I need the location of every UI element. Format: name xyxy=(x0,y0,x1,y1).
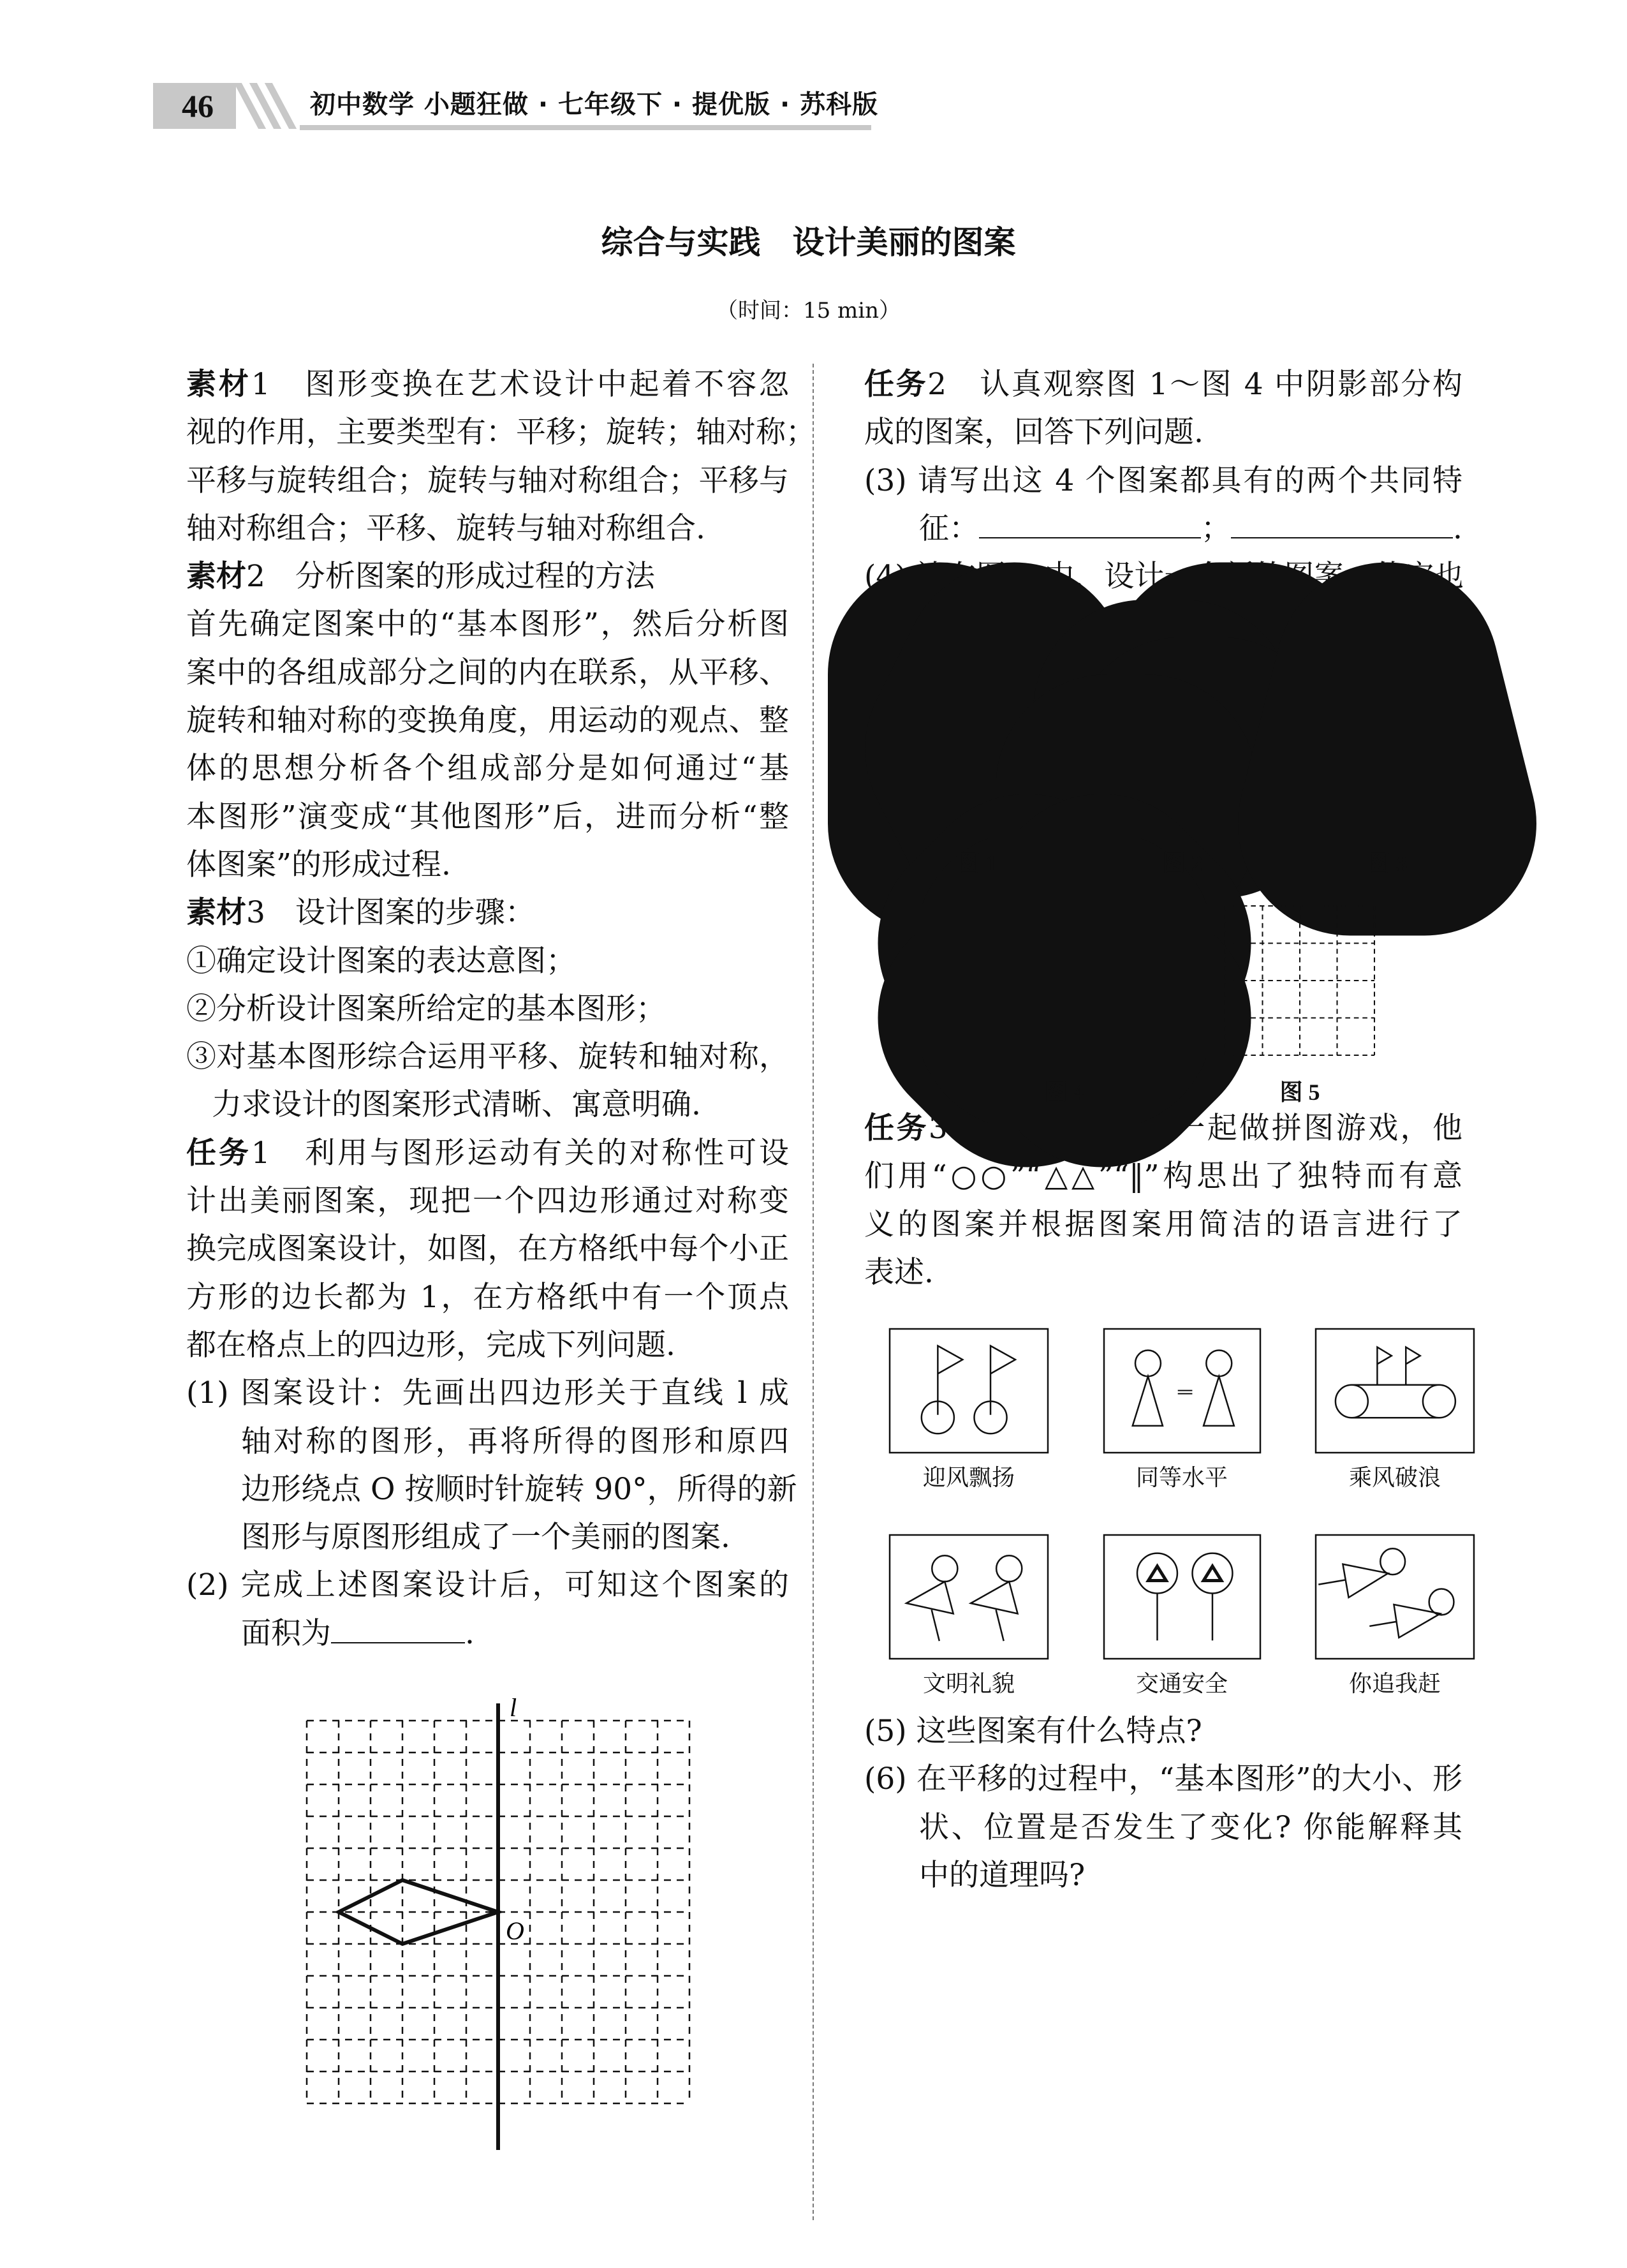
line-text: 体图案”的形成过程. xyxy=(186,847,451,882)
text-line xyxy=(186,1225,789,1273)
text-line xyxy=(186,841,789,889)
text-line xyxy=(186,1561,789,1609)
page-number: 46 xyxy=(182,88,214,124)
line-text: 方形的边长都为 1，在方格纸中有一个顶点 xyxy=(186,1279,789,1315)
line-text: 体的思想分析各个组成部分是如何通过“基 xyxy=(186,751,789,787)
icon-caption-1: 迎风飘扬 xyxy=(922,1465,1015,1491)
text-line xyxy=(186,1513,789,1561)
section-label: 任务 xyxy=(864,367,928,402)
icon-caption-6: 你追我赶 xyxy=(1348,1671,1441,1697)
separator: ； xyxy=(1201,510,1232,546)
section-number: 2 xyxy=(927,367,947,402)
equals-sign: = xyxy=(1175,1382,1195,1402)
icon-caption-5: 交通安全 xyxy=(1135,1671,1228,1697)
answer-blank xyxy=(331,1610,465,1643)
text-line xyxy=(864,1804,1462,1851)
line-text: 征： xyxy=(919,510,979,546)
text-line xyxy=(186,1418,789,1465)
column-divider xyxy=(813,364,814,2220)
dashed-grid xyxy=(1225,906,1374,1055)
line-text: 都在格点上的四边形，完成下列问题. xyxy=(186,1327,675,1363)
text-line xyxy=(186,1465,797,1513)
header-underline xyxy=(300,125,871,130)
line-text: 首先确定图案中的“基本图形”，然后分析图 xyxy=(186,607,789,642)
text-line xyxy=(864,360,1462,408)
line-text: 认真观察图 1～图 4 中阴影部分构 xyxy=(946,367,1463,402)
line-text: (1) 图案设计：先画出四边形关于直线 l 成 xyxy=(186,1375,789,1411)
text-line xyxy=(186,649,789,697)
page-title: 综合与实践 设计美丽的图案 xyxy=(601,224,1016,261)
shaded-triangle xyxy=(1350,674,1425,824)
text-line xyxy=(186,1177,789,1225)
text-line xyxy=(186,889,789,937)
text-line xyxy=(186,1273,789,1321)
line-text: 旋转和轴对称的变换角度，用运动的观点、整 xyxy=(186,703,789,739)
line-text: 表述. xyxy=(864,1254,934,1290)
icon-caption-4: 文明礼貌 xyxy=(922,1671,1015,1697)
section-label: 任务 xyxy=(186,1135,251,1171)
icon-boat xyxy=(1316,1329,1474,1453)
line-text: 边形绕点 O 按顺时针旋转 90°，所得的新 xyxy=(241,1471,797,1507)
text-line xyxy=(186,408,816,456)
text-line xyxy=(864,457,1462,505)
text-line xyxy=(186,1129,789,1177)
point-label: O xyxy=(506,1916,524,1945)
text-line xyxy=(864,408,1462,456)
figure-5-caption: 图 5 xyxy=(1279,1079,1320,1105)
text-line xyxy=(864,505,1462,552)
icon-caption-2: 同等水平 xyxy=(1135,1465,1228,1491)
time-note: （时间：15 min） xyxy=(716,298,901,323)
section-label: 素材 xyxy=(186,895,246,931)
line-text: 视的作用，主要类型有：平移；旋转；轴对称； xyxy=(186,415,816,450)
text-line xyxy=(186,1033,789,1081)
line-text: 义的图案并根据图案用简洁的语言进行了 xyxy=(864,1206,1462,1242)
figure-1-caption: 图 1 xyxy=(957,850,998,876)
section-label: 素材 xyxy=(186,367,251,402)
text-line xyxy=(186,505,789,552)
text-line xyxy=(186,985,789,1033)
bold-lines xyxy=(990,906,1139,1055)
figure-3-caption: 图 3 xyxy=(1367,850,1408,876)
line-text: 面积为 xyxy=(241,1615,331,1651)
line-text: (3) 请写出这 4 个图案都具有的两个共同特 xyxy=(864,463,1462,498)
text-line xyxy=(186,1321,789,1369)
line-text: 小宁和婷婷在一起做拼图游戏，他 xyxy=(947,1111,1463,1146)
line-text: 状、位置是否发生了变化? 你能解释其 xyxy=(919,1809,1462,1845)
line-text: (5) 这些图案有什么特点? xyxy=(864,1714,1202,1749)
section-number: 1 xyxy=(251,367,270,402)
icon-bowing-figures xyxy=(890,1535,1048,1659)
line-text: 中的道理吗? xyxy=(919,1857,1086,1893)
line-text: 分析图案的形成过程的方法 xyxy=(265,559,655,595)
line-text: (6) 在平移的过程中，“基本图形”的大小、形 xyxy=(864,1761,1462,1797)
line-text: ①确定设计图案的表达意图； xyxy=(186,943,576,979)
line-text: 计出美丽图案，现把一个四边形通过对称变 xyxy=(186,1183,789,1219)
text-line xyxy=(186,1081,789,1129)
figure-4 xyxy=(990,906,1139,1055)
left-column-text xyxy=(186,360,816,1657)
icon-traffic-signs xyxy=(1104,1535,1260,1659)
section-number: 3 xyxy=(928,1111,948,1146)
icon-equal-figures xyxy=(1104,1329,1260,1453)
icon-caption-3: 乘风破浪 xyxy=(1348,1465,1441,1491)
icon-flags-balloons xyxy=(890,1329,1048,1453)
line-text: 轴对称组合；平移、旋转与轴对称组合. xyxy=(186,510,705,546)
text-line xyxy=(186,1369,789,1417)
line-text: 成的图案，回答下列问题. xyxy=(864,415,1204,450)
section-label: 素材 xyxy=(186,559,246,595)
answer-blank xyxy=(979,505,1201,538)
line-text: (4) 请在图 5 中，设计一个新的图案，使它也 xyxy=(864,559,1464,595)
line-text: 平移与旋转组合；旋转与轴对称组合；平移与 xyxy=(186,463,789,498)
line-text: 图形变换在艺术设计中起着不容忽 xyxy=(270,367,790,402)
line-text: 们用“○○”“△△”“‖”构思出了独特而有意 xyxy=(864,1159,1462,1194)
text-line xyxy=(186,1610,789,1657)
text-line xyxy=(864,1152,1462,1200)
line-text: 设计图案的步骤： xyxy=(265,895,535,931)
line-end: . xyxy=(1453,510,1462,546)
line-text: ③对基本图形综合运用平移、旋转和轴对称， xyxy=(186,1039,789,1075)
section-label: 任务 xyxy=(864,1111,929,1146)
text-line xyxy=(186,552,789,600)
text-line xyxy=(186,937,789,985)
icon-chasing-figures xyxy=(1316,1535,1474,1659)
text-line xyxy=(186,745,789,792)
book-title: 初中数学 小题狂做 · 七年级下 · 提优版 · 苏科版 xyxy=(310,90,879,119)
line-text: 图形与原图形组成了一个美丽的图案. xyxy=(241,1520,730,1555)
line-text: 案中的各组成部分之间的内在联系，从平移、 xyxy=(186,655,789,690)
text-line xyxy=(186,697,789,745)
questions-text xyxy=(864,1707,1462,1899)
text-line xyxy=(864,1755,1462,1803)
section-number: 3 xyxy=(246,895,265,931)
line-text: 力求设计的图案形式清晰、寓意明确. xyxy=(212,1087,701,1123)
figure-2-caption: 图 2 xyxy=(1162,850,1203,876)
line-text: 轴对称的图形，再将所得的图形和原四 xyxy=(241,1423,789,1459)
text-line xyxy=(864,1201,1462,1249)
line-label: l xyxy=(510,1693,517,1722)
figure-3 xyxy=(1313,674,1462,824)
figure-4-caption: 图 4 xyxy=(1044,1079,1085,1105)
line-text: (2) 完成上述图案设计后，可知这个图案的 xyxy=(186,1568,789,1603)
line-end: . xyxy=(465,1615,475,1651)
line-text: 利用与图形运动有关的对称性可设 xyxy=(270,1135,790,1171)
text-line xyxy=(186,360,789,408)
text-line xyxy=(864,1851,1462,1899)
text-line xyxy=(864,1249,1462,1296)
text-line xyxy=(186,793,789,841)
text-line xyxy=(186,457,789,505)
text-line xyxy=(864,1707,1462,1755)
section-number: 2 xyxy=(246,559,265,595)
task1-grid-figure xyxy=(307,1684,702,2150)
text-line xyxy=(186,600,789,648)
line-text: 换完成图案设计，如图，在方格纸中每个小正 xyxy=(186,1231,789,1267)
line-text: ②分析设计图案所给定的基本图形； xyxy=(186,991,666,1027)
line-text: 本图形”演变成“其他图形”后，进而分析“整 xyxy=(186,799,789,834)
answer-blank xyxy=(1231,505,1453,538)
section-number: 1 xyxy=(251,1135,270,1171)
figure-5-empty-grid xyxy=(1225,906,1374,1055)
